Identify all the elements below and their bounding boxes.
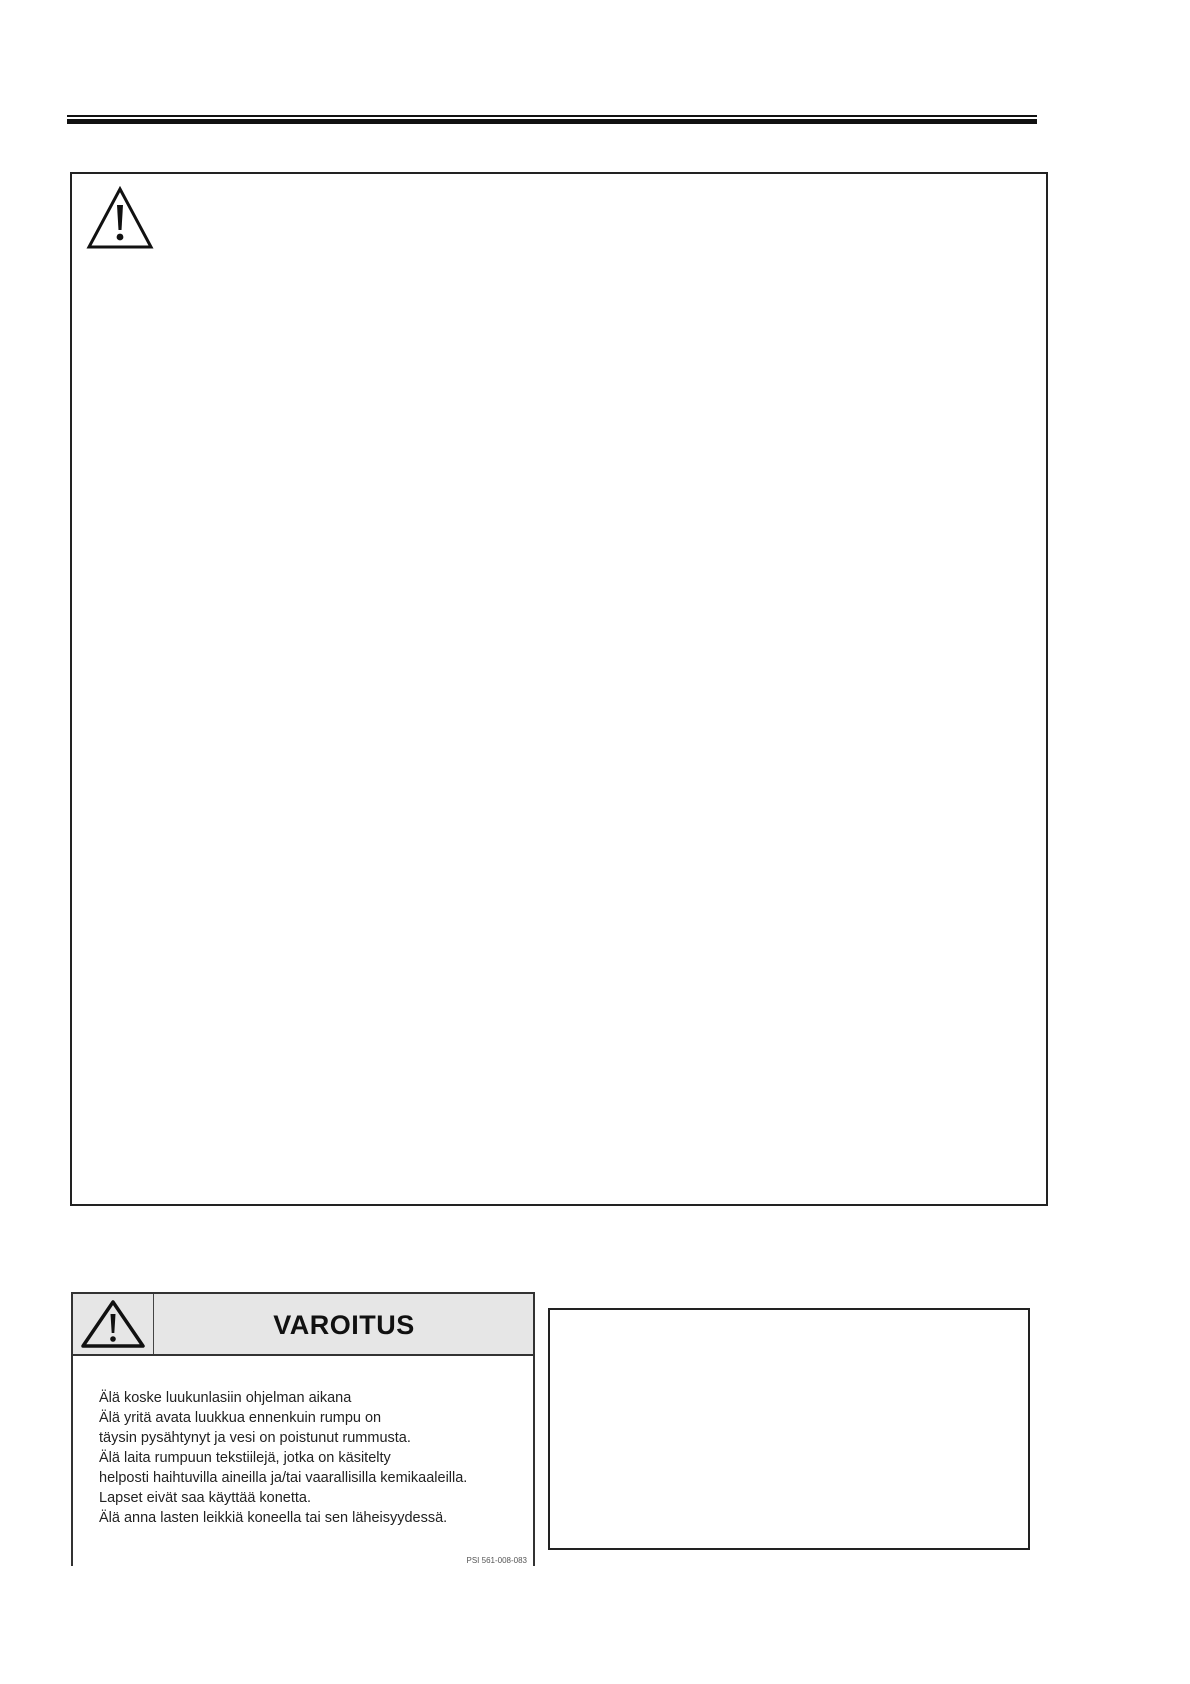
- top-rule-thick: [67, 119, 1037, 124]
- label-line: täysin pysähtynyt ja vesi on poistunut rummusta.: [99, 1430, 411, 1446]
- label-line: helposti haihtuvilla aineilla ja/tai vaarallisilla kemikaaleilla.: [99, 1470, 468, 1486]
- label-header: [73, 1294, 533, 1356]
- label-line: Lapset eivät saa käyttää konetta.: [99, 1490, 311, 1506]
- label-line: Älä anna lasten leikkiä koneella tai sen läheisyydessä.: [99, 1510, 448, 1526]
- label-icon-cell: [73, 1294, 154, 1354]
- warning-triangle-icon: [86, 186, 154, 250]
- warning-triangle-icon: [80, 1299, 146, 1349]
- label-code: PSI 561-008-083: [466, 1556, 527, 1565]
- warning-box: [70, 172, 1048, 1206]
- warning-label: [71, 1292, 535, 1566]
- label-line: Älä yritä avata luukkua ennenkuin rumpu on: [99, 1410, 382, 1426]
- top-rule-thin: [67, 115, 1037, 117]
- label-text: [99, 1388, 467, 1528]
- empty-box: [548, 1308, 1030, 1550]
- label-line: Älä koske luukunlasiin ohjelman aikana: [99, 1390, 352, 1406]
- label-title: VAROITUS: [273, 1310, 415, 1340]
- label-line: Älä laita rumpuun tekstiilejä, jotka on käsitelty: [99, 1450, 391, 1466]
